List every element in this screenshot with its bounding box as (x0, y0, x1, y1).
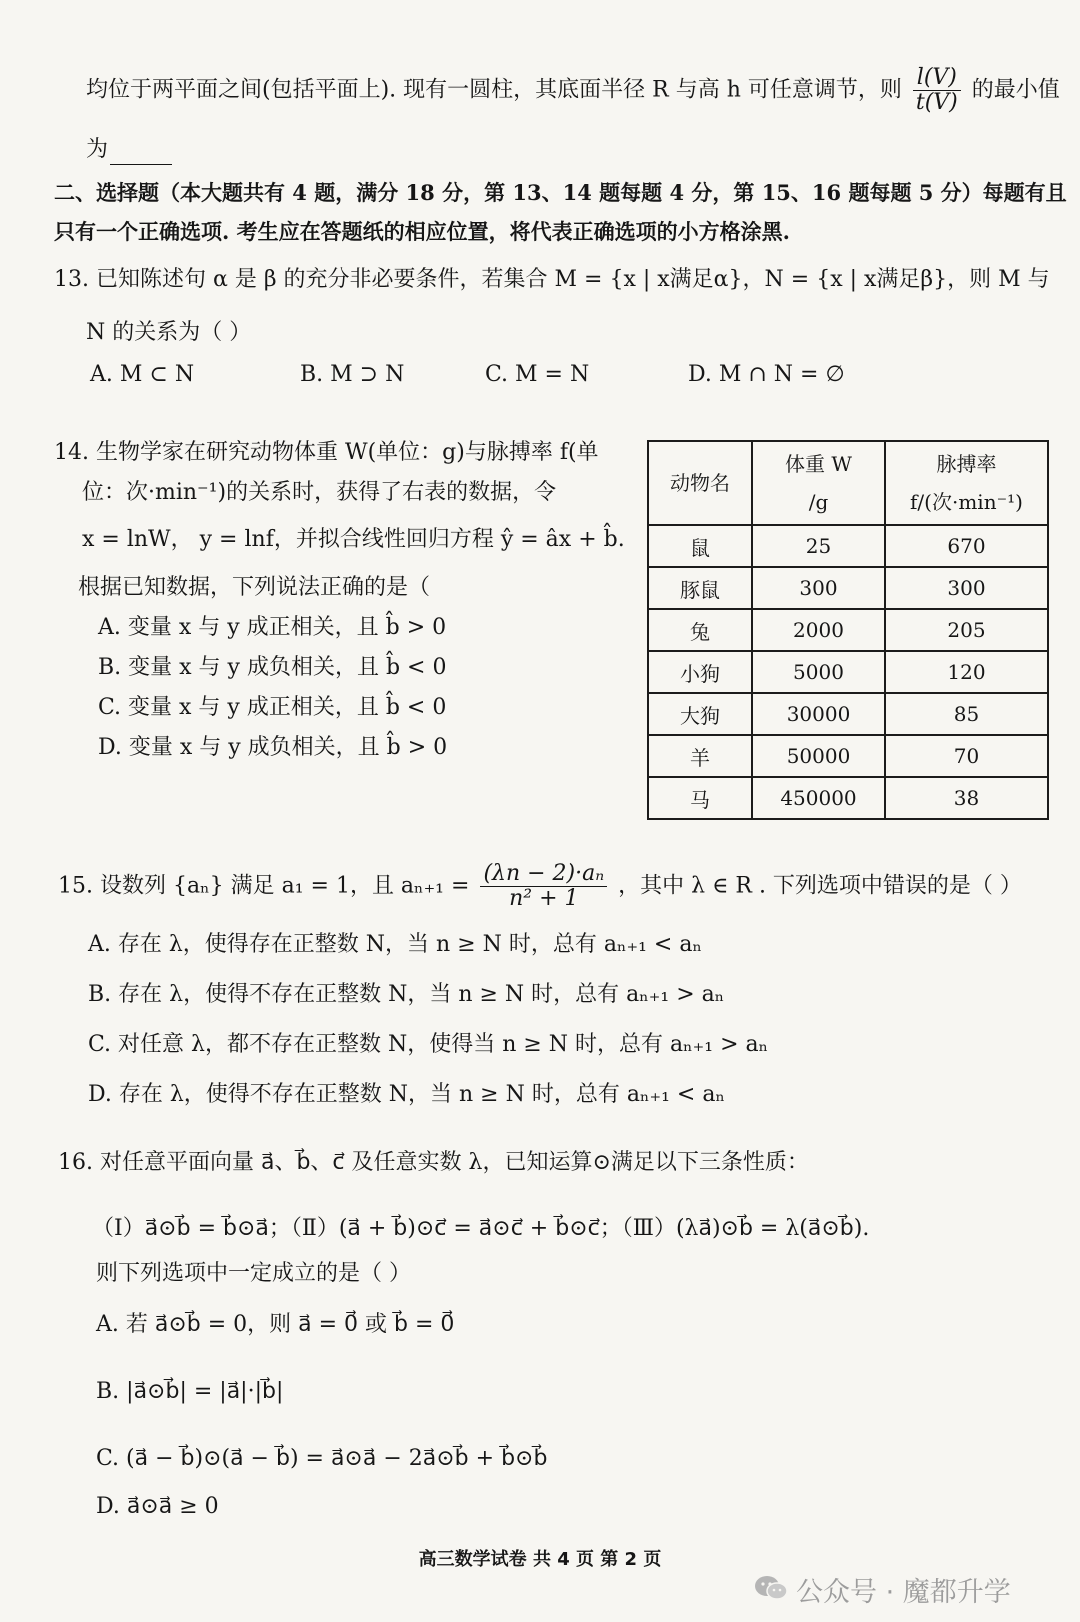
table-row (648, 735, 1048, 777)
cell: 马 (648, 777, 752, 819)
q15-fraction (480, 862, 607, 911)
header-pulse-unit: f/(次·min⁻¹) (910, 490, 1023, 514)
q16-option-a: A. 若 a⃗⊙b⃗ = 0，则 a⃗ = 0⃗ 或 b⃗ = 0⃗ (96, 1312, 455, 1337)
q16-option-c: C. (a⃗ − b⃗)⊙(a⃗ − b⃗) = a⃗⊙a⃗ − 2a⃗⊙b⃗ + b⃗⊙b⃗ (96, 1446, 548, 1471)
intro-line (86, 66, 1060, 115)
cell: 小狗 (648, 651, 752, 693)
section-heading-line2: 只有一个正确选项. 考生应在答题纸的相应位置，将代表正确选项的小方格涂黑. (54, 219, 790, 244)
q16-properties: （Ⅰ）a⃗⊙b⃗ = b⃗⊙a⃗；（Ⅱ）(a⃗ + b⃗)⊙c⃗ = a⃗⊙c⃗ + b⃗⊙c⃗；（Ⅲ）(λa⃗)⊙b⃗ = λ(a⃗⊙b⃗). (92, 1216, 870, 1241)
cell: 大狗 (648, 693, 752, 735)
cell: 38 (885, 777, 1048, 819)
intro-fraction (913, 66, 961, 115)
q13-option-a: A. M ⊂ N (90, 362, 195, 387)
q15-suffix: ，其中 λ ∈ R . 下列选项中错误的是（ ） (618, 873, 1022, 899)
cell: 300 (885, 567, 1048, 609)
cell: 豚鼠 (648, 567, 752, 609)
cell: 450000 (752, 777, 885, 819)
cell: 120 (885, 651, 1048, 693)
q13-stem-line2: N 的关系为（ ） (86, 320, 252, 345)
q16-option-d: D. a⃗⊙a⃗ ≥ 0 (96, 1494, 219, 1519)
cell: 85 (885, 693, 1048, 735)
table-row (648, 693, 1048, 735)
animal-data-table (647, 440, 1049, 820)
q16-option-b: B. |a⃗⊙b⃗| = |a⃗|·|b⃗| (96, 1379, 284, 1404)
header-weight-name: 体重 W (785, 452, 852, 476)
watermark-text: 公众号 · 魔都升学 (796, 1577, 1011, 1608)
q14-option-d: D. 变量 x 与 y 成负相关，且 b̂ > 0 (98, 735, 448, 760)
q13-option-b: B. M ⊃ N (300, 362, 405, 387)
table-row (648, 609, 1048, 651)
cell: 30000 (752, 693, 885, 735)
q16-stem-line3: 则下列选项中一定成立的是（ ） (96, 1261, 411, 1286)
cell: 300 (752, 567, 885, 609)
cell: 25 (752, 525, 885, 567)
cell: 鼠 (648, 525, 752, 567)
header-weight (752, 441, 885, 525)
fraction-denominator: t(V) (915, 90, 958, 115)
q14-stem-line3: x = lnW， y = lnf，并拟合线性回归方程 ŷ = âx + b̂. (82, 527, 625, 552)
q15-option-d: D. 存在 λ，使得不存在正整数 N，当 n ≥ N 时，总有 aₙ₊₁ < aₙ (88, 1082, 725, 1107)
cell: 50000 (752, 735, 885, 777)
q15-option-a: A. 存在 λ，使得存在正整数 N，当 n ≥ N 时，总有 aₙ₊₁ < aₙ (88, 932, 702, 957)
cell: 兔 (648, 609, 752, 651)
q13-option-d: D. M ∩ N = ∅ (688, 362, 845, 387)
q14-stem-line4: 根据已知数据，下列说法正确的是（ (78, 575, 431, 600)
q13-option-c: C. M = N (485, 362, 590, 387)
table-header-row (648, 441, 1048, 525)
q15-option-c: C. 对任意 λ，都不存在正整数 N，使得当 n ≥ N 时，总有 aₙ₊₁ > aₙ (88, 1032, 769, 1057)
intro-suffix: 的最小值 (971, 77, 1060, 103)
cell: 205 (885, 609, 1048, 651)
q14-option-a: A. 变量 x 与 y 成正相关，且 b̂ > 0 (98, 615, 447, 640)
cell: 羊 (648, 735, 752, 777)
q16-stem-line1: 16. 对任意平面向量 a⃗、b⃗、c⃗ 及任意实数 λ，已知运算⊙满足以下三条性质： (58, 1150, 809, 1175)
intro-text: 均位于两平面之间(包括平面上). 现有一圆柱，其底面半径 R 与高 h 可任意调节，则 (86, 77, 902, 103)
section-heading-line1: 二、选择题（本大题共有 4 题，满分 18 分，第 13、14 题每题 4 分，第 15、16 题每题 5 分）每题有且 (54, 180, 1067, 205)
q15-stem (58, 862, 1022, 911)
wechat-icon (753, 1574, 789, 1602)
page-footer: 高三数学试卷 共 4 页 第 2 页 (418, 1549, 662, 1570)
cell: 70 (885, 735, 1048, 777)
header-pulse (885, 441, 1048, 525)
q15-option-b: B. 存在 λ，使得不存在正整数 N，当 n ≥ N 时，总有 aₙ₊₁ > aₙ (88, 982, 725, 1007)
table-row (648, 567, 1048, 609)
q14-option-b: B. 变量 x 与 y 成负相关，且 b̂ < 0 (98, 655, 447, 680)
fraction-numerator: l(V) (913, 66, 961, 91)
q14-stem-line2: 位：次·min⁻¹)的关系时，获得了右表的数据，令 (82, 480, 557, 505)
table-row (648, 525, 1048, 567)
q14-stem-line1: 14. 生物学家在研究动物体重 W(单位：g)与脉搏率 f(单 (54, 440, 599, 465)
q14-option-c: C. 变量 x 与 y 成正相关，且 b̂ < 0 (98, 695, 447, 720)
fraction-numerator: (λn − 2)·aₙ (480, 862, 607, 887)
table-row (648, 777, 1048, 819)
header-pulse-name: 脉搏率 (936, 452, 997, 476)
header-animal: 动物名 (648, 441, 752, 525)
intro-cont: 为 (86, 137, 109, 162)
cell: 2000 (752, 609, 885, 651)
header-weight-unit: /g (808, 490, 829, 514)
q13-stem-line1: 13. 已知陈述句 α 是 β 的充分非必要条件，若集合 M = {x | x满足α}，N = {x | x满足β}，则 M 与 (54, 267, 1050, 292)
table-row (648, 651, 1048, 693)
fraction-denominator: n² + 1 (509, 886, 579, 911)
q15-prefix: 15. 设数列 {aₙ} 满足 a₁ = 1，且 aₙ₊₁ = (58, 873, 470, 899)
answer-blank (110, 164, 172, 165)
cell: 670 (885, 525, 1048, 567)
intro-cont-line (86, 135, 172, 165)
cell: 5000 (752, 651, 885, 693)
